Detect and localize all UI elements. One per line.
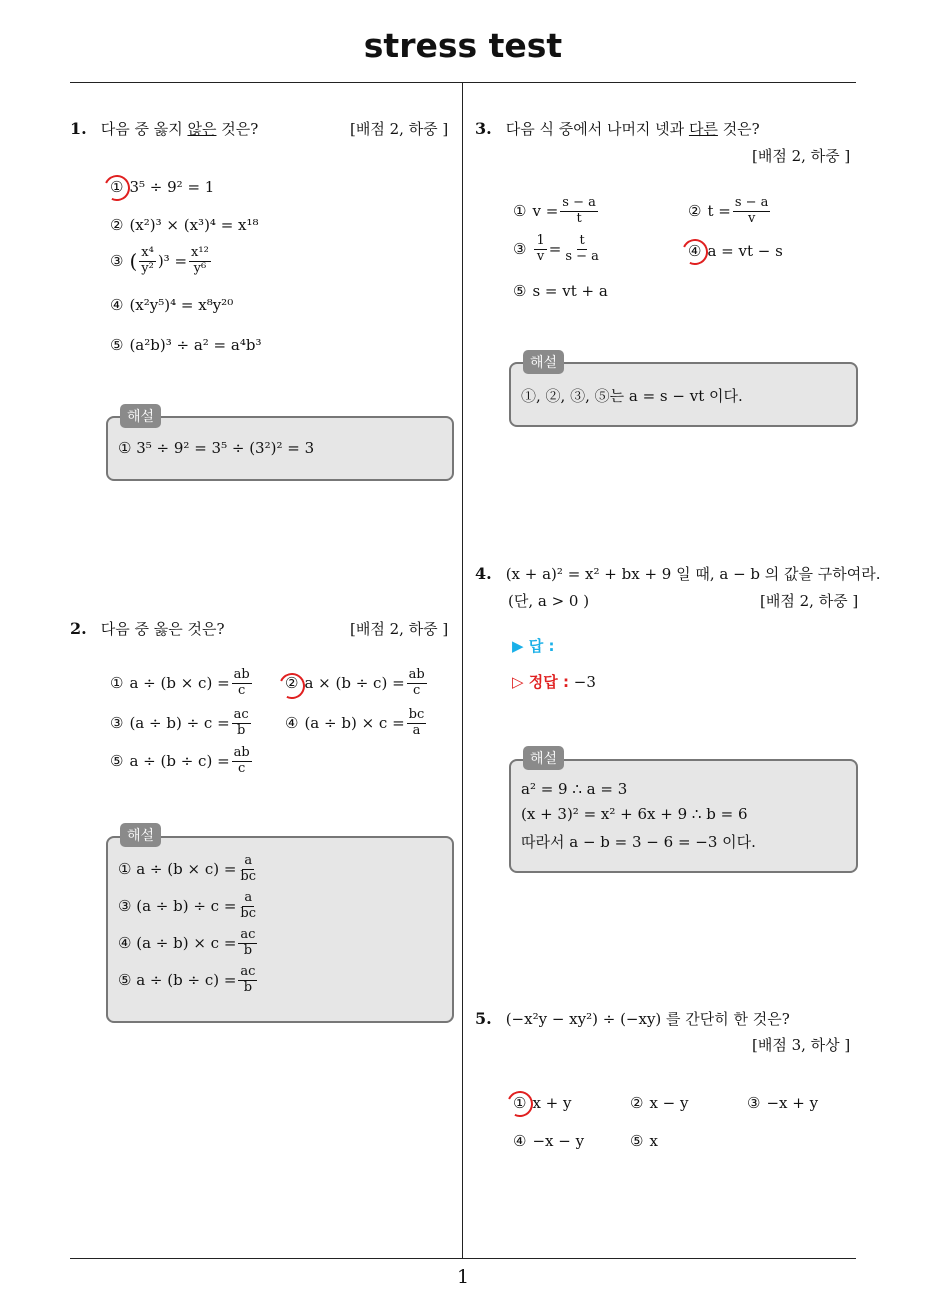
question-3: 3. 다음 식 중에서 나머지 넷과 다른 것은? [475,119,760,138]
option-5[interactable]: ⑤ (a²b)³ ÷ a² = a⁴b³ [110,336,262,354]
solution-label: 해설 [120,823,161,847]
score: [배점 2, 하중 ] [350,120,449,138]
column-divider [462,83,463,1259]
solution-line: ③ (a ÷ b) ÷ c = $\frac{a}{bc}$ [118,890,257,921]
answer-mark-circle [100,171,133,204]
answer-mark-circle [678,235,711,268]
solution-label: 해설 [523,350,564,374]
option-2[interactable]: ② t = $\frac{s - a}{v}$ [688,195,769,226]
option-1[interactable]: ① a ÷ (b × c) = $\frac{ab}{c}$ [110,667,250,698]
solution-line: ① a ÷ (b × c) = $\frac{a}{bc}$ [118,853,257,884]
option-1[interactable]: ① x + y [513,1094,572,1112]
question-number: 1. [70,119,87,138]
question-5: 5. (−x²y − xy²) ÷ (−xy) 를 간단히 한 것은? [475,1009,790,1028]
solution-line: a² = 9 ∴ a = 3 [521,780,628,798]
question-number: 4. [475,564,492,583]
solution-line: 따라서 a − b = 3 − 6 = −3 이다. [521,833,756,851]
option-1[interactable]: ① v = $\frac{s - a}{t}$ [513,195,596,226]
option-4[interactable]: ④ (x²y⁵)⁴ = x⁸y²⁰ [110,296,234,314]
footer-rule [70,1258,856,1259]
correct-answer: ▷ 정답 : −3 [512,673,596,691]
page-title: stress test [363,26,563,65]
option-5[interactable]: ⑤ a ÷ (b ÷ c) = $\frac{ab}{c}$ [110,745,250,776]
solution-line: ①, ②, ③, ⑤는 a = s − vt 이다. [521,387,743,405]
page-number: 1 [456,1266,470,1288]
question-1: 1. 다음 중 옳지 않은 것은? [70,119,259,138]
option-2[interactable]: ② (x²)³ × (x³)⁴ = x¹⁸ [110,216,259,234]
option-3[interactable]: ③ (a ÷ b) ÷ c = $\frac{ac}{b}$ [110,707,249,738]
option-4[interactable]: ④ (a ÷ b) × c = $\frac{bc}{a}$ [285,707,425,738]
question-number: 5. [475,1009,492,1028]
option-3[interactable]: ③ $\frac{1}{v}$ = $\frac{t}{s - a}$ [513,233,599,264]
option-5[interactable]: ⑤ x [630,1132,658,1150]
option-2[interactable]: ② a × (b ÷ c) = $\frac{ab}{c}$ [285,667,425,698]
option-3[interactable]: ③ ( $\frac{\text{x⁴}}{\text{y²}}$ )³ = $\frac{\text{x¹²}}{\text{y⁶}}$ [110,245,209,276]
answer-input-label[interactable]: ▶ 답 : [512,637,555,655]
solution-line: ① 3⁵ ÷ 9² = 3⁵ ÷ (3²)² = 3 [118,439,315,457]
option-2[interactable]: ② x − y [630,1094,689,1112]
score: [배점 2, 하중 ] [760,592,859,610]
question-2: 2. 다음 중 옳은 것은? [70,619,225,638]
question-number: 3. [475,119,492,138]
score: [배점 3, 하상 ] [752,1036,851,1054]
question-4: 4. (x + a)² = x² + bx + 9 일 때, a − b 의 값을 구하여라. [475,564,881,583]
solution-line: ⑤ a ÷ (b ÷ c) = $\frac{ac}{b}$ [118,964,256,995]
header-rule [70,82,856,83]
question-4-condition: (단, a > 0 ) [508,592,590,610]
solution-label: 해설 [523,746,564,770]
option-3[interactable]: ③ −x + y [747,1094,819,1112]
solution-line: ④ (a ÷ b) × c = $\frac{ac}{b}$ [118,927,256,958]
option-5[interactable]: ⑤ s = vt + a [513,282,608,300]
answer-mark-circle [503,1087,536,1120]
option-1[interactable]: ① 3⁵ ÷ 9² = 1 [110,178,215,196]
score: [배점 2, 하중 ] [752,147,851,165]
solution-label: 해설 [120,404,161,428]
question-number: 2. [70,619,87,638]
option-4[interactable]: ④ a = vt − s [688,242,783,260]
option-4[interactable]: ④ −x − y [513,1132,585,1150]
solution-line: (x + 3)² = x² + 6x + 9 ∴ b = 6 [521,805,748,823]
score: [배점 2, 하중 ] [350,620,449,638]
